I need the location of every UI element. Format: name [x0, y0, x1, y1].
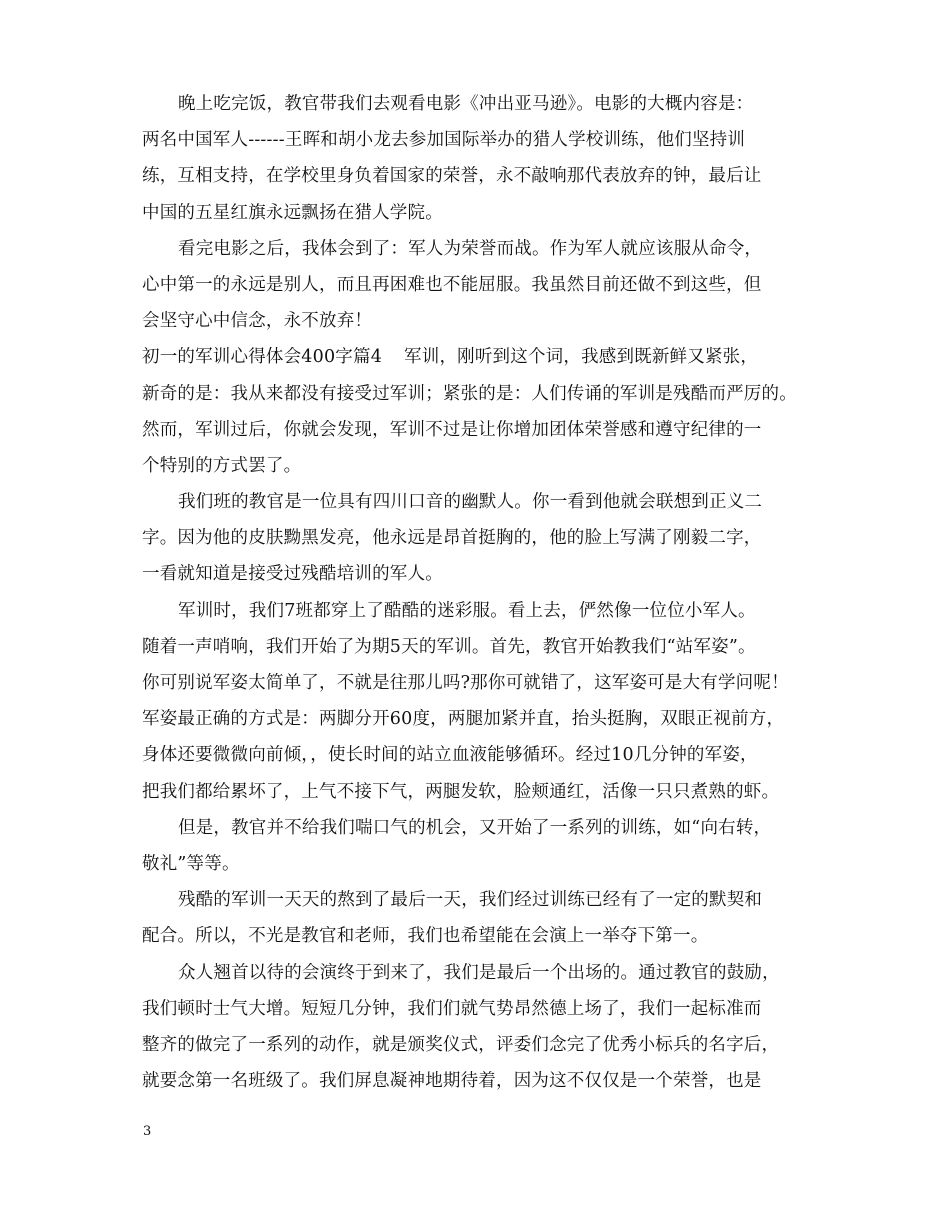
- text-line: 随着一声哨响，我们开始了为期5天的军训。首先，教官开始教我们“站军姿”。: [142, 636, 756, 657]
- text-line: 中国的五星红旗永远飘扬在猎人学院。: [142, 202, 443, 223]
- text-line: 新奇的是：我从来都没有接受过军训；紧张的是：人们传诵的军训是残酷而严厉的。: [142, 383, 797, 404]
- text-line: 个特别的方式罢了。: [142, 455, 302, 476]
- text-line: 众人翘首以待的会演终于到来了，我们是最后一个出场的。通过教官的鼓励，: [178, 962, 780, 983]
- text-line: 一看就知道是接受过残酷培训的军人。: [142, 564, 443, 585]
- text-line: 配合。所以，不光是教官和老师，我们也希望能在会演上一举夺下第一。: [142, 926, 709, 947]
- heading-line: [142, 339, 832, 375]
- text-line: 你可别说军姿太简单了，不就是往那儿吗?那你可就错了，这军姿可是大有学问呢！: [142, 673, 789, 693]
- text-line: 身体还要微微向前倾，，使长时间的站立血液能够循环。经过10几分钟的军姿，: [142, 745, 758, 766]
- body-text: [142, 86, 832, 1099]
- text-line: 但是，教官并不给我们喘口气的机会，又开始了一系列的训练，如“向右转，: [178, 817, 772, 838]
- section-heading: 初一的军训心得体会400字篇4: [142, 347, 383, 368]
- text-line: 然而，军训过后，你就会发现，军训不过是让你增加团体荣誉感和遵守纪律的一: [142, 419, 762, 440]
- text-line: 练，互相支持，在学校里身负着国家的荣誉，永不敲响那代表放弃的钟，最后让: [142, 166, 762, 187]
- text-line: 把我们都给累坏了，上气不接下气，两腿发软，脸颊通红，活像一只只煮熟的虾。: [142, 781, 780, 802]
- text-line: 我们顿时士气大增。短短几分钟，我们们就气势昂然德上场了，我们一起标准而: [142, 998, 762, 1019]
- text-line: 两名中国军人------王晖和胡小龙去参加国际举办的猎人学校训练，他们坚持训: [142, 130, 746, 151]
- text-line: 军训，刚听到这个词，我感到既新鲜又紧张，: [404, 347, 759, 368]
- page-number: 3: [143, 1124, 152, 1139]
- text-line: 字。因为他的皮肤黝黑发亮，他永远是昂首挺胸的，他的脸上写满了刚毅二字，: [142, 528, 762, 549]
- text-line: 晚上吃完饭，教官带我们去观看电影《冲出亚马逊》。电影的大概内容是：: [178, 94, 754, 114]
- text-line: 会坚守心中信念，永不放弃！: [142, 311, 373, 332]
- text-line: 军训时，我们7班都穿上了酷酷的迷彩服。看上去，俨然像一位位小军人。: [178, 600, 756, 621]
- text-line: 看完电影之后，我体会到了：军人为荣誉而战。作为军人就应该服从命令，: [178, 238, 763, 259]
- text-line: 军姿最正确的方式是：两脚分开60度，两腿加紧并直，抬头挺胸，双眼正视前方，: [142, 709, 785, 730]
- text-line: 就要念第一名班级了。我们屏息凝神地期待着，因为这不仅仅是一个荣誉，也是: [142, 1071, 762, 1092]
- text-line: 我们班的教官是一位具有四川口音的幽默人。你一看到他就会联想到正义二: [178, 492, 763, 513]
- text-line: 敬礼”等等。: [142, 853, 240, 874]
- text-line: 整齐的做完了一系列的动作，就是颁奖仪式，评委们念完了优秀小标兵的名字后，: [142, 1034, 780, 1055]
- text-line: 残酷的军训一天天的熬到了最后一天，我们经过训练已经有了一定的默契和: [178, 890, 763, 911]
- text-line: 心中第一的永远是别人，而且再困难也不能屈服。我虽然目前还做不到这些，但: [142, 274, 762, 295]
